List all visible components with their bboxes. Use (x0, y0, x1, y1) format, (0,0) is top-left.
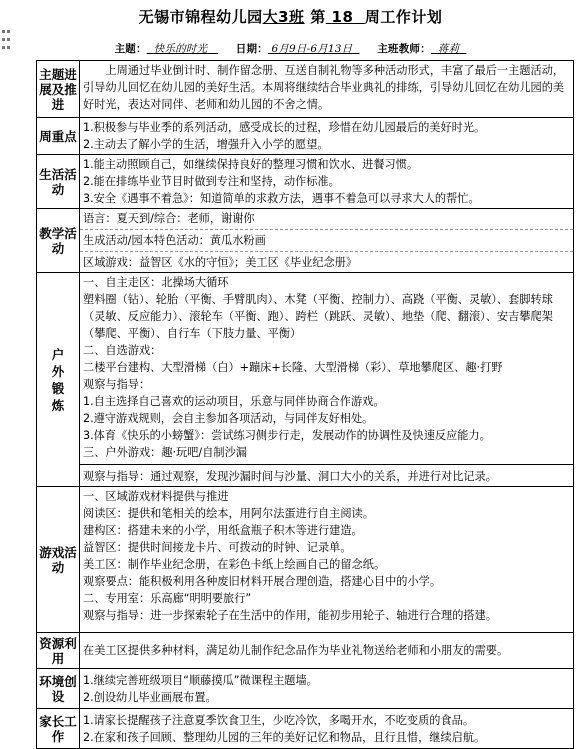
outdoor-line: 二楼平台建构、大型滑梯（白）+蹦床+长隆、大型滑梯（彩）、草地攀爬区、趣·打野 (83, 361, 503, 374)
week-prefix: 第 (310, 8, 326, 26)
school-name: 无锡市锦程幼儿园 (138, 8, 263, 26)
teaching-item: 区域游戏：益智区《水的守恒》；美工区《毕业纪念册》 (83, 256, 358, 269)
game-line: 益智区：提供时间接龙卡片、可拨动的时钟、记录单。 (83, 541, 352, 554)
outdoor-line: 3.体育《快乐的小螃蟹》：尝试练习侧步行走，发展动作的协调性及快速反应能力。 (83, 429, 491, 442)
resources-content (80, 633, 574, 669)
date-label: 日期： (235, 43, 268, 55)
row-theme-progress (37, 61, 574, 118)
date-value: 6月9日-6月13日 (271, 43, 353, 55)
outdoor-observation: 观察与指导：通过观察，发现沙漏时间与沙量、洞口大小的关系，并进行对比记录。 (83, 470, 497, 483)
label-weekly-goals: 周重点 (37, 118, 80, 155)
row-environment (37, 669, 574, 709)
teacher-label: 主班教师： (377, 43, 431, 55)
row-resources (37, 633, 574, 669)
label-resources: 资源利用 (37, 633, 80, 669)
label-parents: 家长工作 (37, 709, 80, 749)
theme-label: 主题： (114, 43, 147, 55)
game-line: 一、区域游戏材料提供与推进 (83, 490, 229, 503)
teacher-value: 蒋莉 (437, 43, 460, 55)
goal-item: 2.主动去了解小学的生活，增强升入小学的愿望。 (83, 138, 329, 151)
week-number: 18 (331, 8, 354, 26)
title-suffix: 周工作计划 (364, 8, 443, 26)
label-environment: 环境创设 (37, 669, 80, 709)
game-line: 观察与指导：进一步探索轮子在生活中的作用，能初步用轮子、轴进行合理的搭建。 (83, 609, 497, 622)
parents-item: 1.请家长提醒孩子注意夏季饮食卫生，少吃冷饮，多喝开水，不吃变质的食品。 (83, 713, 475, 727)
label-teaching-activities: 教学活动 (37, 209, 80, 273)
game-line: 二、专用室：乐高廊“明明要旅行” (83, 592, 252, 605)
theme-progress-text: 上周通过毕业倒计时、制作留念册、互送自制礼物等多种活动形式，丰富了最后一主题活动，引导幼儿回忆在幼儿园的美好生活。本周将继续结合毕业典礼的排练，引导幼儿回忆在幼儿园的美好时光，表达对同伴、老师和幼儿园的不舍之情。 (80, 61, 574, 118)
row-parents (37, 709, 574, 749)
label-theme-progress: 主题进展及推进 (37, 61, 80, 118)
class-name: 大3班 (262, 8, 305, 26)
game-activities-content (80, 487, 574, 633)
theme-value: 快乐的时光 (153, 43, 208, 55)
label-life-activities: 生活活动 (37, 155, 80, 209)
weekly-goals-content (80, 118, 574, 155)
row-life-activities (37, 155, 574, 209)
life-activities-content (80, 155, 574, 209)
game-line: 观察要点：能积极利用各种废旧材料开展合理创造，搭建心目中的小学。 (83, 575, 442, 588)
game-line: 建构区：搭建未来的小学，用纸盒瓶子积木等进行建造。 (83, 524, 363, 537)
row-weekly-goals (37, 118, 574, 155)
parents-content (80, 709, 574, 749)
label-outdoor-exercise: 户外锻炼 (37, 273, 80, 487)
life-item: 2.能在排练毕业节目时做到专注和坚持，动作标准。 (83, 175, 340, 188)
game-line: 美工区：制作毕业纪念册，在彩色卡纸上绘画自己的留念纸。 (83, 558, 386, 571)
page-title (0, 6, 581, 27)
life-item: 3.安全《遇事不着急》：知道简单的求救方法，遇事不着急可以寻求大人的帮忙。 (83, 192, 480, 205)
game-line: 阅读区：提供和笔相关的绘本，用阿尔法蛋进行自主阅读。 (83, 507, 374, 520)
teaching-item: 语言：夏天到/综合：老师，谢谢你 (83, 212, 255, 225)
outdoor-line: 1.自主选择自己喜欢的运动项目，乐意与同伴协商合作游戏。 (83, 395, 385, 408)
teaching-activities-content (80, 209, 574, 273)
outdoor-line: 塑料圈（钻）、轮胎（平衡、手臂肌肉）、木凳（平衡、控制力）、高跷（平衡、灵敏）、套脚转球（灵敏、反应能力）、滚轮车（平衡、跑）、跨栏（跳跃、灵敏）、地垫（爬、翻滚）、安吉攀爬架（攀爬、平衡）、自行车（下肢力量、平衡） (83, 293, 553, 340)
label-game-activities: 游戏活动 (37, 487, 80, 633)
outdoor-line: 三、户外游戏：趣·玩吧/自制沙漏 (83, 446, 247, 459)
outdoor-line: 二、自选游戏： (83, 344, 162, 357)
resources-text: 在美工区提供多种材料，满足幼儿制作纪念品作为毕业礼物送给老师和小朋友的需要。 (83, 644, 509, 657)
outdoor-line: 观察与指导： (83, 378, 151, 391)
environment-item: 1.继续完善班级项目“顺藤摸瓜”微课程主题墙。 (83, 673, 318, 687)
row-game-activities (37, 487, 574, 633)
outdoor-line: 一、自主走区：北操场大循环 (83, 276, 229, 289)
parents-item: 2.在家和孩子回顾、整理幼儿园的三年的美好记忆和物品，且行且惜，继续启航。 (83, 730, 486, 744)
environment-content (80, 669, 574, 709)
plan-meta (0, 41, 581, 56)
row-outdoor-exercise (37, 273, 574, 487)
outdoor-line: 2.遵守游戏规则，会自主参加各项活动，与同伴友好相处。 (83, 412, 374, 425)
teaching-item: 生成活动/园本特色活动：黄瓜水粉画 (83, 234, 266, 247)
weekly-plan-table (36, 60, 574, 749)
life-item: 1.能主动照顾自己，如继续保持良好的整理习惯和饮水、进餐习惯。 (83, 158, 419, 171)
goal-item: 1.积极参与毕业季的系列活动，感受成长的过程，珍惜在幼儿园最后的美好时光。 (83, 121, 486, 134)
environment-item: 2.创设幼儿毕业画展布置。 (83, 690, 217, 704)
outdoor-exercise-content (80, 273, 574, 487)
row-teaching-activities (37, 209, 574, 273)
